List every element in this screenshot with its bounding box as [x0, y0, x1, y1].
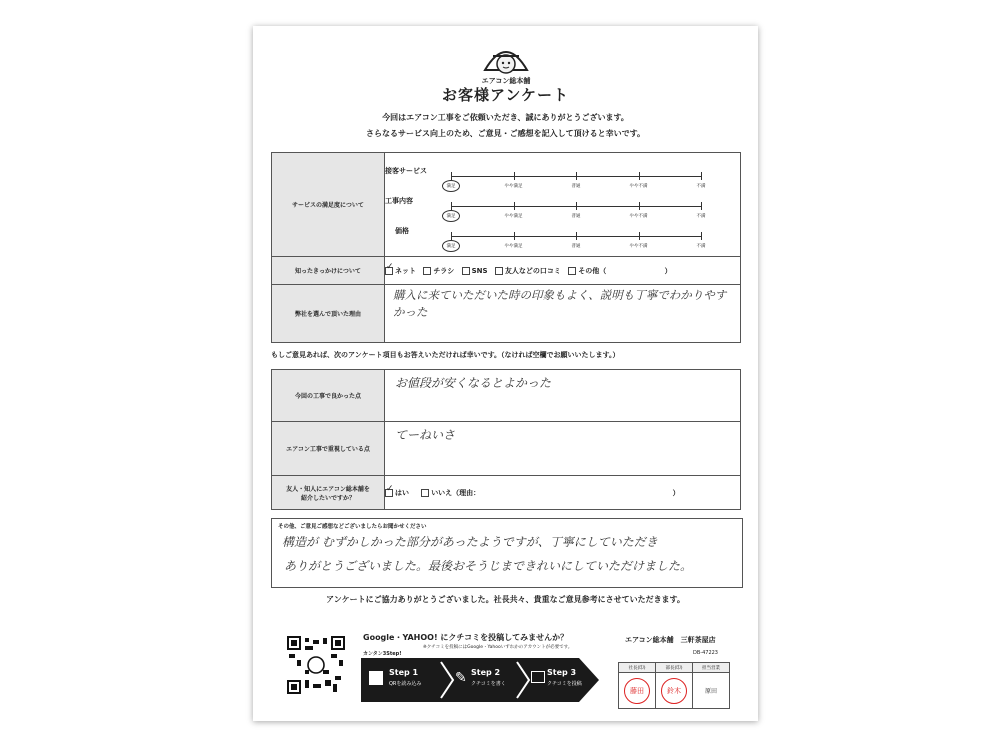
intro-line-1: 今回はエアコン工事をご依頼いただき、誠にありがとうございます。: [382, 113, 629, 122]
scale-label[interactable]: やや満足: [504, 214, 523, 219]
scale-tick: [701, 232, 702, 240]
stamp-header-president: 社長(印): [619, 663, 656, 673]
stamp-header-sales: 担当営業: [693, 663, 730, 673]
steps-heading: カンタン3Step!: [363, 651, 402, 657]
scale-label-selected[interactable]: 満足: [442, 180, 460, 192]
google-yahoo-title: Google・YAHOO! にクチコミを投稿してみませんか？: [363, 633, 569, 642]
optional-note: もしご意見あれば、次のアンケート項目もお答えいただければ幸いです。（なければ空欄でお願いいたします。）: [271, 351, 620, 359]
other-label: その他、ご意見ご感想などございましたらお聞かせください: [278, 524, 427, 530]
scale-tick: [514, 172, 515, 180]
scale-label[interactable]: やや不満: [629, 244, 648, 249]
scale-tick: [514, 232, 515, 240]
scale-label[interactable]: 不満: [696, 184, 706, 189]
pen-icon: ✎: [455, 670, 467, 686]
scale-tick: [701, 202, 702, 210]
introduce-label: 友人・知人にエアコン総本舗を 紹介したいですか？: [272, 476, 385, 510]
scale-label[interactable]: 普通: [571, 214, 581, 219]
scale-label-selected[interactable]: 満足: [442, 210, 460, 222]
optional-table: [271, 369, 741, 510]
stamp-president: 藤田: [619, 673, 656, 709]
review-steps: [361, 658, 601, 702]
other-line-2: ありがとうございました。最後おそうじまできれいにしていただけました。: [284, 559, 693, 573]
introduce-no[interactable]: いいえ（理由：: [421, 489, 480, 497]
good-point-label: 今回の工事で良かった点: [272, 370, 385, 422]
page-title: お客様アンケート: [441, 86, 570, 104]
reason-answer: 購入に来ていただいた時の印象もよく、説明も丁寧でわかりやすかった: [393, 288, 727, 319]
source-label: 知ったきっかけについて: [272, 257, 385, 285]
important-cell[interactable]: [385, 422, 741, 476]
scale-label[interactable]: やや不満: [629, 214, 648, 219]
source-option-flyer[interactable]: チラシ: [423, 267, 454, 275]
scale-tick: [639, 172, 640, 180]
stamp-sales: 原田: [693, 673, 730, 709]
scale-tick: [514, 202, 515, 210]
source-option-sns[interactable]: SNS: [462, 267, 488, 275]
scale-label[interactable]: 普通: [571, 244, 581, 249]
step-3-desc: クチコミを投稿: [547, 681, 582, 687]
scale-label[interactable]: やや不満: [629, 184, 648, 189]
scale-tick: [451, 232, 452, 240]
step-2-name: Step 2: [471, 668, 501, 677]
scale-tick: [576, 202, 577, 210]
scale-label[interactable]: 不満: [696, 244, 706, 249]
scale-label[interactable]: やや満足: [504, 184, 523, 189]
store-code: DB-47223: [693, 650, 718, 656]
scale-tick: [701, 172, 702, 180]
scale-price[interactable]: 価格 満足 やや満足 普通 やや不満 不満: [377, 226, 717, 252]
satisfaction-label: サービスの満足度について: [272, 153, 385, 257]
scale-label[interactable]: 普通: [571, 184, 581, 189]
scale-tick: [639, 232, 640, 240]
scale-tick: [451, 172, 452, 180]
scale-tick: [451, 202, 452, 210]
store-name: エアコン総本舗 三軒茶屋店: [625, 636, 716, 644]
scale-work[interactable]: 工事内容 満足 やや満足 普通 やや不満 不満: [377, 196, 717, 222]
scale-tick: [576, 172, 577, 180]
other-line-1: 構造が むずかしかった部分があったようですが、丁寧にしていただき: [282, 535, 658, 549]
scale-service[interactable]: 接客サービス 満足 やや満足 普通 やや不満 不満: [377, 166, 717, 192]
step-1-name: Step 1: [389, 668, 419, 677]
reason-label: 弊社を選んで頂いた理由: [272, 285, 385, 343]
source-options: ✓ ネット チラシ SNS 友人などの口コミ その他（ ）: [385, 257, 741, 285]
logo-text: エアコン総本舗: [481, 77, 531, 85]
mascot-logo-icon: [479, 40, 533, 80]
scale-label-selected[interactable]: 満足: [442, 240, 460, 252]
scale-tick: [576, 232, 577, 240]
checkbox-checked[interactable]: ✓: [385, 267, 393, 275]
introduce-yes[interactable]: ✓ はい: [386, 483, 409, 497]
qr-small-icon: [369, 671, 383, 685]
scale-tick: [639, 202, 640, 210]
thanks-message: アンケートにご協力ありがとうございました。社長共々、貴重なご意見参考にさせていただきます。: [326, 595, 685, 604]
important-answer: てーねいさ: [395, 428, 456, 442]
post-icon: [531, 671, 545, 683]
good-point-answer: お値段が安くなるとよかった: [395, 376, 552, 390]
scale-label[interactable]: やや満足: [504, 244, 523, 249]
source-option-other[interactable]: その他（: [568, 267, 606, 275]
step-3-name: Step 3: [547, 668, 577, 677]
survey-sheet: [253, 26, 758, 721]
intro-line-2: さらなるサービス向上のため、ご意見・ご感想を記入して頂けると幸いです。: [365, 129, 646, 138]
step-1-desc: QRを読み込み: [389, 681, 422, 687]
important-label: エアコン工事で重視している点: [272, 422, 385, 476]
scale-label[interactable]: 不満: [696, 214, 706, 219]
other-comments-box[interactable]: [271, 518, 743, 588]
source-option-word[interactable]: 友人などの口コミ: [495, 267, 561, 275]
stamp-header-manager: 部長(印): [656, 663, 693, 673]
google-yahoo-sub: ※クチコミを投稿にはGoogle・Yahooいずれかのアカウントが必要です。: [423, 645, 573, 650]
qr-code-icon[interactable]: [287, 636, 345, 694]
approval-stamps: [618, 662, 730, 709]
step-2-desc: クチコミを書く: [471, 681, 506, 687]
good-point-cell[interactable]: [385, 370, 741, 422]
introduce-options: ✓ はい いいえ（理由： ）: [385, 476, 741, 510]
source-option-net[interactable]: ✓ ネット: [386, 261, 416, 275]
reason-answer-cell[interactable]: [385, 285, 741, 343]
stamp-manager: 鈴木: [656, 673, 693, 709]
